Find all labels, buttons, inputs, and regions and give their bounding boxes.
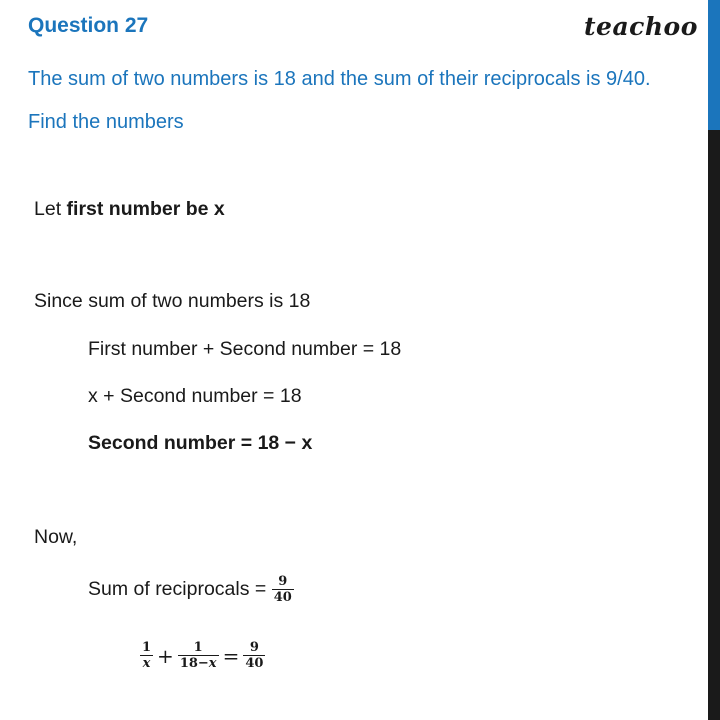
fraction-9-over-40 (243, 640, 265, 671)
right-edge-bar (708, 0, 720, 720)
fraction-1-over-18-minus-x (178, 640, 219, 671)
question-text: The sum of two numbers is 18 and the sum of their reciprocals is 9/40. Find the numbers (28, 68, 651, 133)
fraction-denominator: 40 (273, 590, 292, 605)
let-bold: first number be x (66, 198, 225, 220)
equals-sign: = (222, 643, 240, 668)
since-line: Since sum of two numbers is 18 (34, 290, 311, 312)
let-prefix: Let (34, 198, 67, 220)
plus-sign: + (157, 643, 174, 668)
fraction-numerator: 9 (278, 574, 288, 589)
fraction-1-over-x (140, 640, 153, 671)
reciprocal-line (88, 574, 294, 605)
right-edge-accent (708, 0, 720, 130)
teachoo-logo: teachoo (584, 12, 698, 41)
let-line (34, 198, 225, 221)
denominator-40: 40 (245, 656, 264, 671)
numerator-1: 1 (142, 640, 152, 655)
denominator-x: x (142, 656, 151, 671)
step-3: Second number = 18 − x (88, 432, 313, 454)
denominator-x2: x (208, 656, 217, 671)
fraction-9-40 (272, 574, 294, 605)
denominator-18-minus: 18− (179, 656, 209, 671)
step-1: First number + Second number = 18 (88, 338, 402, 360)
numerator-9: 9 (249, 640, 259, 655)
numerator-1b: 1 (193, 640, 203, 655)
reciprocal-equation (140, 640, 265, 671)
reciprocal-label: Sum of reciprocals = (88, 578, 272, 600)
now-label: Now, (34, 526, 78, 548)
question-number: Question 27 (28, 14, 149, 37)
step-2: x + Second number = 18 (88, 385, 302, 407)
